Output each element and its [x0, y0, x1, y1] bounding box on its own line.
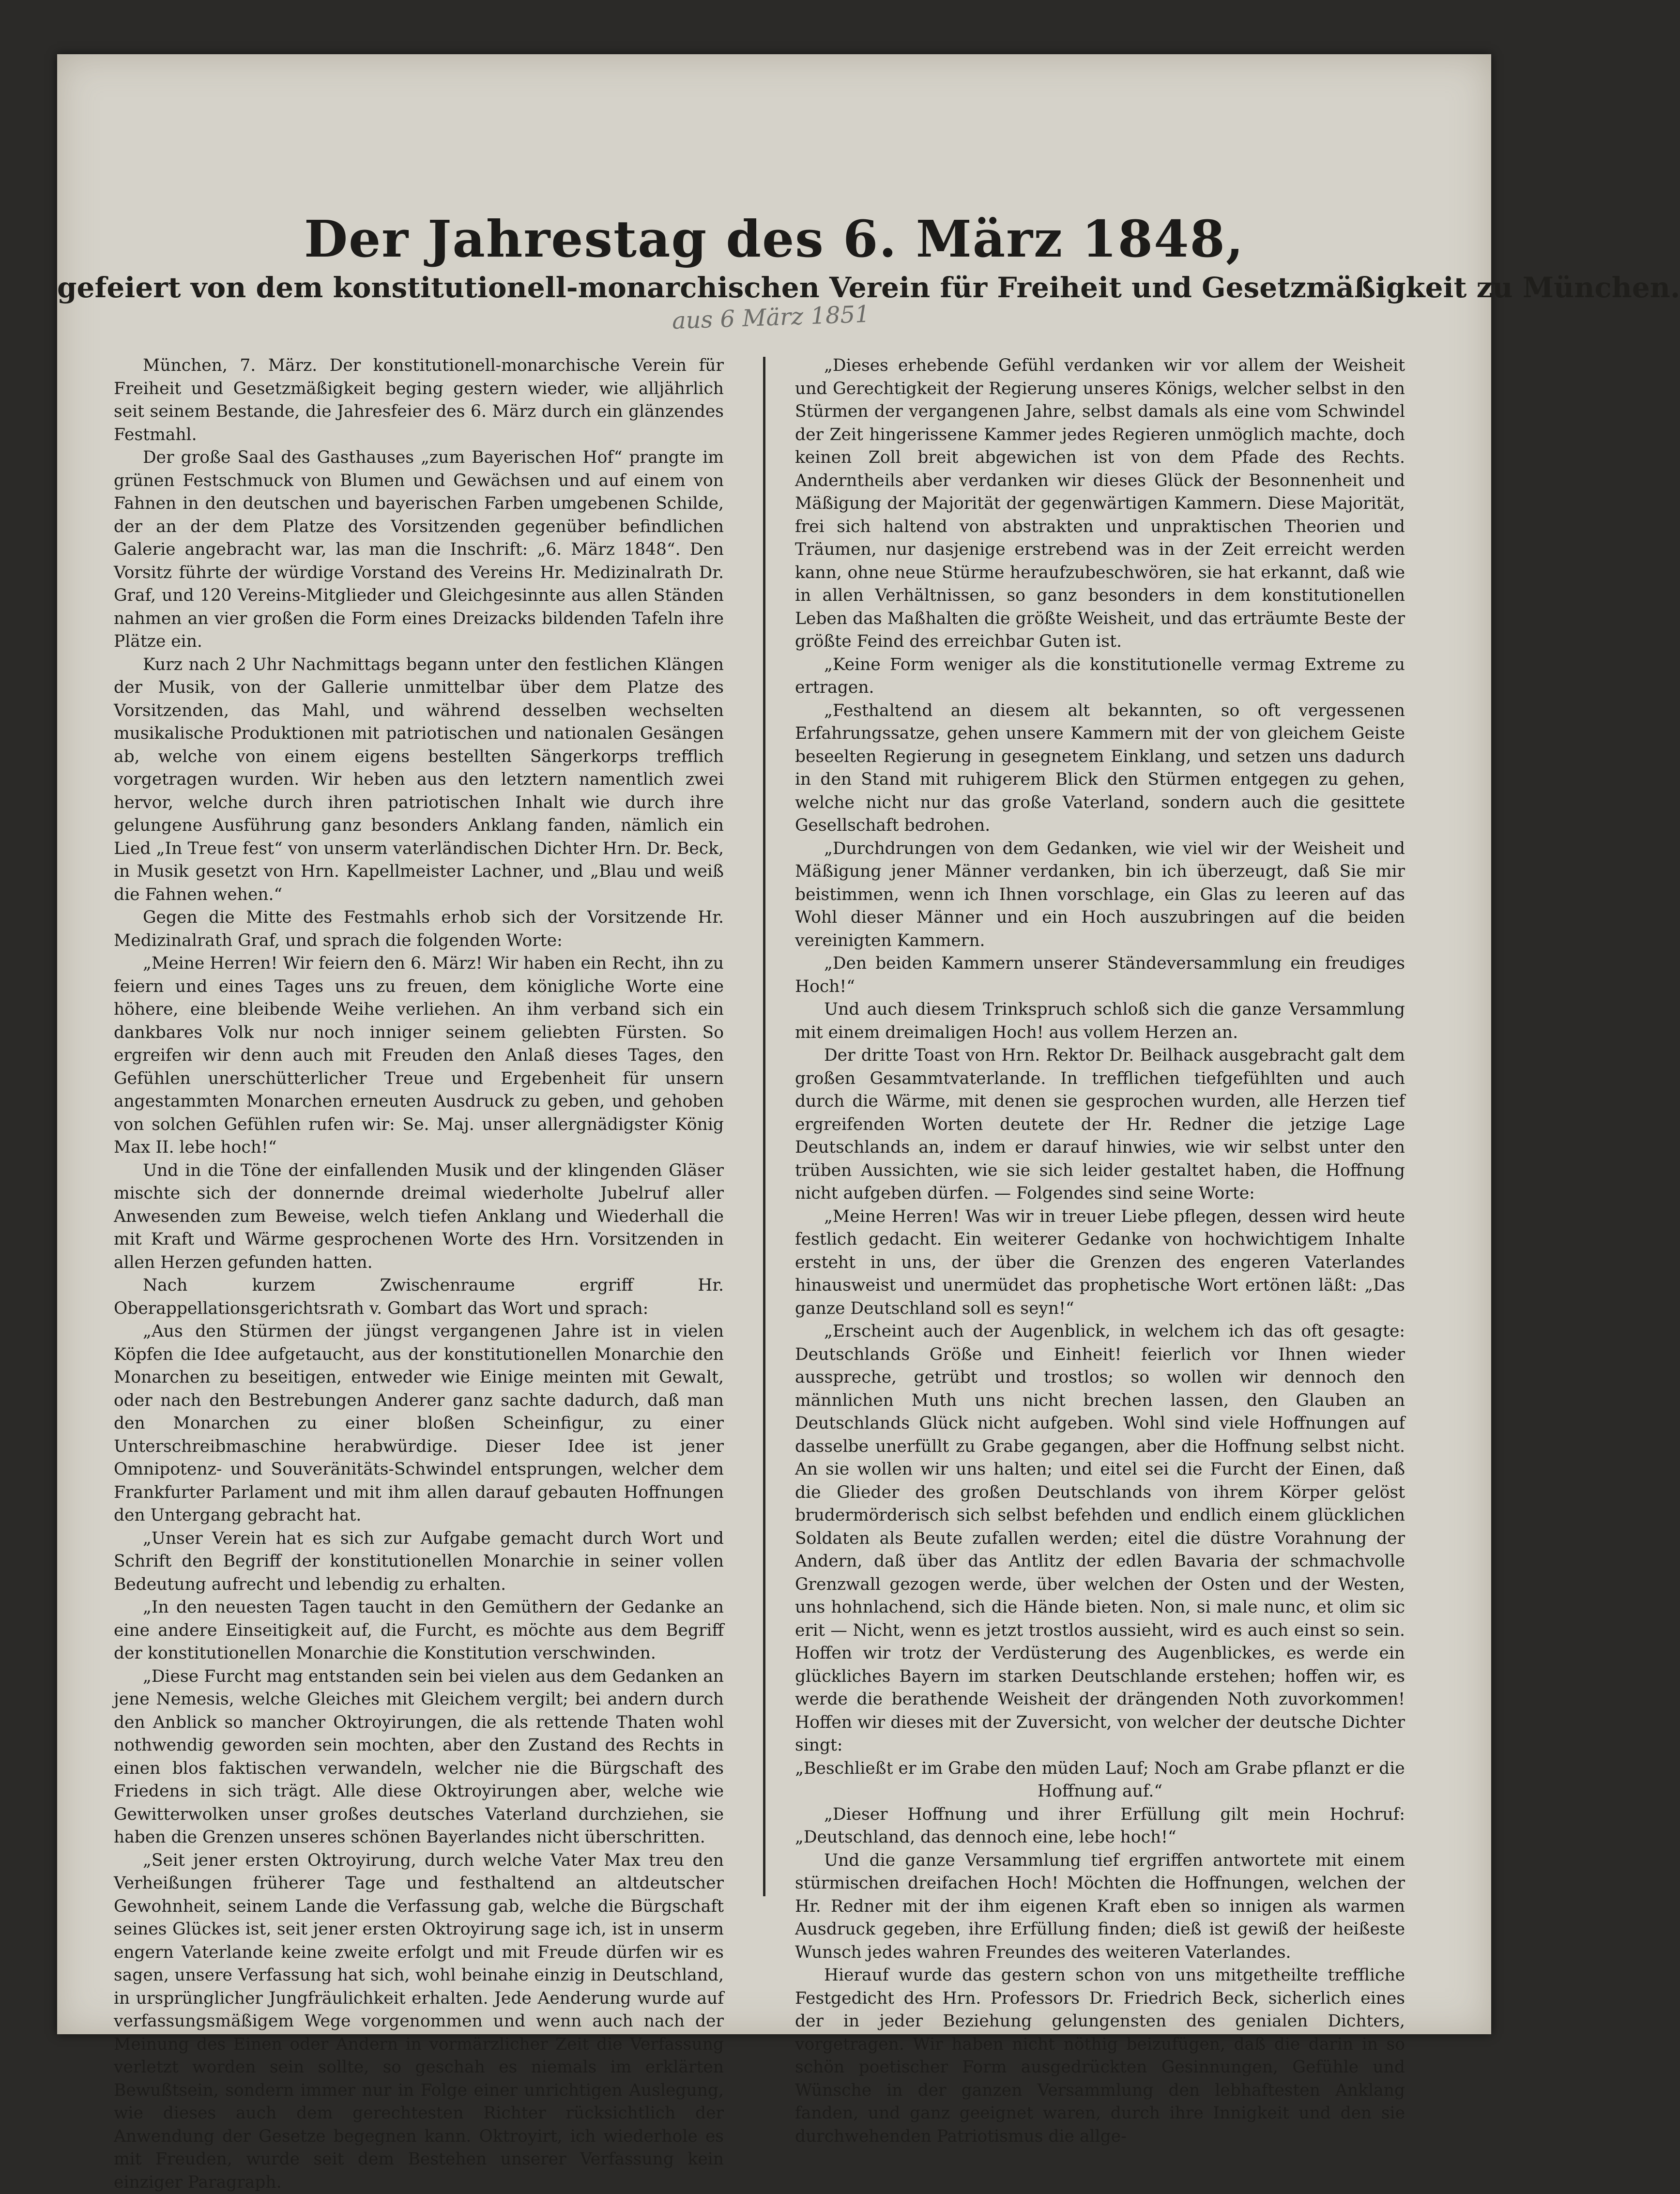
- paragraph: „Dieser Hoffnung und ihrer Erfüllung gilt mein Hochruf: „Deutschland, das dennoch eine, lebe hoch!“: [795, 1803, 1405, 1849]
- paragraph: „Dieses erhebende Gefühl verdanken wir vor allem der Weisheit und Gerechtigkeit der Regierung unseres Königs, welcher selbst in den Stürmen der vergangenen Jahre, selbst damals als eine vom Schwindel der Zeit hingerissene Kammer jedes Regieren unmöglich machte, doch keinen Zoll breit abgewichen ist von dem Pfade des Rechts. Anderntheils aber verdanken wir dieses Glück der Besonnenheit und Mäßigung der Majorität der gegenwärtigen Kammern. Diese Majorität, frei sich haltend von abstrakten und unpraktischen Theorien und Träumen, nur dasjenige erstrebend was in der Zeit erreicht werden kann, ohne neue Stürme heraufzubeschwören, sie hat erkannt, daß wie in allen Verhältnissen, so ganz besonders in dem konstitutionellen Leben das Maßhalten die größte Weisheit, und das erträumte Beste der größte Feind des erreichbar Guten ist.: [795, 354, 1405, 654]
- paragraph: Hierauf wurde das gestern schon von uns mitgetheilte treffliche Festgedicht des Hrn. Professors Dr. Friedrich Beck, sicherlich eines der in jeder Beziehung gelungensten des genialen Dichters, vorgetragen. Wir haben nicht nöthig beizufügen, daß die darin in so schön poetischer Form ausgedrückten Gesinnungen, Gefühle und Wünsche in der ganzen Versammlung den lebhaftesten Anklang fanden, und ganz geeignet waren, durch ihre Innigkeit und den sie durchwehenden Patriotismus die allge-: [795, 1964, 1405, 2148]
- paragraph: „Meine Herren! Was wir in treuer Liebe pflegen, dessen wird heute festlich gedacht. Ein weiterer Gedanke von hochwichtigem Inhalte ersteht in uns, der über die Grenzen des engeren Vaterlandes hinausweist und unermüdet das prophetische Wort ertönen läßt: „Das ganze Deutschland soll es seyn!“: [795, 1205, 1405, 1321]
- paragraph: „Seit jener ersten Oktroyirung, durch welche Vater Max treu den Verheißungen früherer Tage und festhaltend an altdeutscher Gewohnheit, seinem Lande die Verfassung gab, welche die Bürgschaft seines Glückes ist, seit jener ersten Oktroyirung sage ich, ist in unserm engern Vaterlande keine zweite erfolgt und mit Freude dürfen wir es sagen, unsere Verfassung hat sich, wohl beinahe einzig in Deutschland, in ursprünglicher Jungfräulichkeit erhalten. Jede Aenderung wurde auf verfassungsmäßigem Wege vorgenommen und wenn auch nach der Meinung des Einen oder Andern in vormärzlicher Zeit die Verfassung verletzt worden sein sollte, so geschah es niemals im erklärten Bewußtsein, sondern immer nur in Folge einer unrichtigen Auslegung, wie dieses auch dem gerechtesten Richter rücksichtlich der Anwendung der Gesetze begegnen kann. Oktroyirt, ich wiederhole es mit Freuden, wurde seit dem Bestehen unserer Verfassung kein einziger Paragraph.: [114, 1849, 724, 2194]
- paragraph: „Diese Furcht mag entstanden sein bei vielen aus dem Gedanken an jene Nemesis, welche Gleiches mit Gleichem vergilt; bei andern durch den Anblick so mancher Oktroyirungen, die als rettende Thaten wohl nothwendig geworden sein mochten, aber den Zustand des Rechts in einen blos faktischen verwandeln, welcher nie die Bürgschaft des Friedens in sich trägt. Alle diese Oktroyirungen aber, welche wie Gewitterwolken unser großes deutsches Vaterland durchziehen, sie haben die Grenzen unseres schönen Bayerlandes nicht überschritten.: [114, 1665, 724, 1849]
- article-subtitle: gefeiert von dem konstitutionell-monarchischen Verein für Freiheit und Gesetzmäßigkeit zu München.: [57, 271, 1491, 304]
- paragraph: Gegen die Mitte des Festmahls erhob sich der Vorsitzende Hr. Medizinalrath Graf, und sprach die folgenden Worte:: [114, 906, 724, 952]
- paragraph: „Meine Herren! Wir feiern den 6. März! Wir haben ein Recht, ihn zu feiern und eines Tages uns zu freuen, dem königliche Worte eine höhere, eine bleibende Weihe verliehen. An ihm verband sich ein dankbares Volk nur noch inniger seinem geliebten Fürsten. So ergreifen wir denn auch mit Freuden den Anlaß dieses Tages, den Gefühlen unerschütterlicher Treue und Ergebenheit für unsern angestammten Monarchen erneuten Ausdruck zu geben, und gehoben von solchen Gefühlen rufen wir: Se. Maj. unser allergnädigster König Max II. lebe hoch!“: [114, 952, 724, 1159]
- right-column: [795, 354, 1405, 1937]
- paragraph: Und auch diesem Trinkspruch schloß sich die ganze Versammlung mit einem dreimaligen Hoch! aus vollem Herzen an.: [795, 998, 1405, 1044]
- paragraph: Der große Saal des Gasthauses „zum Bayerischen Hof“ prangte im grünen Festschmuck von Blumen und Gewächsen und auf einem von Fahnen in den deutschen und bayerischen Farben umgebenen Schilde, der an der dem Platze des Vorsitzenden gegenüber befindlichen Galerie angebracht war, las man die Inschrift: „6. März 1848“. Den Vorsitz führte der würdige Vorstand des Vereins Hr. Medizinalrath Dr. Graf, und 120 Vereins-Mitglieder und Gleichgesinnte aus allen Ständen nahmen an vier großen die Form eines Dreizacks bildenden Tafeln ihre Plätze ein.: [114, 446, 724, 654]
- paragraph: Kurz nach 2 Uhr Nachmittags begann unter den festlichen Klängen der Musik, von der Gallerie unmittelbar über dem Platze des Vorsitzenden, das Mahl, und während desselben wechselten musikalische Produktionen mit patriotischen und nationalen Gesängen ab, welche von einem eigens bestellten Sängerkorps trefflich vorgetragen wurden. Wir heben aus den letztern namentlich zwei hervor, welche durch ihren patriotischen Inhalt wie durch ihre gelungene Ausführung ganz besonders Anklang fanden, nämlich ein Lied „In Treue fest“ von unserm vaterländischen Dichter Hrn. Dr. Beck, in Musik gesetzt von Hrn. Kapellmeister Lachner, und „Blau und weiß die Fahnen wehen.“: [114, 654, 724, 907]
- newspaper-page: [57, 54, 1491, 2034]
- paragraph: „Durchdrungen von dem Gedanken, wie viel wir der Weisheit und Mäßigung jener Männer verdanken, bin ich überzeugt, daß Sie mir beistimmen, wenn ich Ihnen vorschlage, ein Glas zu leeren auf das Wohl dieser Männer und ein Hoch auszubringen auf die beiden vereinigten Kammern.: [795, 838, 1405, 953]
- handwritten-date-note: aus 6 März 1851: [672, 301, 870, 335]
- paragraph: München, 7. März. Der konstitutionell-monarchische Verein für Freiheit und Gesetzmäßigkeit beging gestern wieder, wie alljährlich seit seinem Bestande, die Jahresfeier des 6. März durch ein glänzendes Festmahl.: [114, 354, 724, 446]
- column-divider: [763, 357, 765, 1896]
- paragraph: „Unser Verein hat es sich zur Aufgabe gemacht durch Wort und Schrift den Begriff der konstitutionellen Monarchie in seiner vollen Bedeutung aufrecht und lebendig zu erhalten.: [114, 1527, 724, 1597]
- paragraph: Nach kurzem Zwischenraume ergriff Hr. Oberappellationsgerichtsrath v. Gombart das Wort und sprach:: [114, 1274, 724, 1320]
- paragraph: „Keine Form weniger als die konstitutionelle vermag Extreme zu ertragen.: [795, 654, 1405, 700]
- verse: „Beschließt er im Grabe den müden Lauf; Noch am Grabe pflanzt er die Hoffnung auf.“: [795, 1757, 1405, 1803]
- paragraph: „In den neuesten Tagen taucht in den Gemüthern der Gedanke an eine andere Einseitigkeit auf, die Furcht, es möchte aus dem Begriff der konstitutionellen Monarchie die Konstitution verschwinden.: [114, 1596, 724, 1665]
- paragraph: Der dritte Toast von Hrn. Rektor Dr. Beilhack ausgebracht galt dem großen Gesammtvaterlande. In trefflichen tiefgefühlten und auch durch die Wärme, mit denen sie gesprochen wurden, alle Herzen tief ergreifenden Worten deutete der Hr. Redner die jetzige Lage Deutschlands an, indem er darauf hinwies, wie wir selbst unter den trüben Aussichten, wie sie sich leider gestaltet haben, die Hoffnung nicht aufgeben dürfen. — Folgendes sind seine Worte:: [795, 1044, 1405, 1205]
- paragraph: „Aus den Stürmen der jüngst vergangenen Jahre ist in vielen Köpfen die Idee aufgetaucht, aus der konstitutionellen Monarchie den Monarchen zu beseitigen, entweder wie Einige meinten mit Gewalt, oder nach den Bestrebungen Anderer ganz sachte dadurch, daß man den Monarchen zu einer bloßen Scheinfigur, zu einer Unterschreibmaschine herabwürdige. Dieser Idee ist jener Omnipotenz- und Souveränitäts-Schwindel entsprungen, welcher dem Frankfurter Parlament und mit ihm allen darauf gebauten Hoffnungen den Untergang gebracht hat.: [114, 1320, 724, 1527]
- article-title: Der Jahrestag des 6. März 1848,: [57, 209, 1491, 269]
- paragraph: Und die ganze Versammlung tief ergriffen antwortete mit einem stürmischen dreifachen Hoch! Möchten die Hoffnungen, welchen der Hr. Redner mit der ihm eigenen Kraft eben so innigen als warmen Ausdruck gegeben, ihre Erfüllung finden; dieß ist gewiß der heißeste Wunsch jedes wahren Freundes des weiteren Vaterlandes.: [795, 1849, 1405, 1965]
- left-column: [114, 354, 724, 1937]
- paragraph: „Den beiden Kammern unserer Ständeversammlung ein freudiges Hoch!“: [795, 952, 1405, 998]
- paragraph: „Erscheint auch der Augenblick, in welchem ich das oft gesagte: Deutschlands Größe und Einheit! feierlich vor Ihnen wieder ausspreche, getrübt und trostlos; so wollen wir dennoch den männlichen Muth uns nicht brechen lassen, den Glauben an Deutschlands Glück nicht aufgeben. Wohl sind viele Hoffnungen auf dasselbe unerfüllt zu Grabe gegangen, aber die Hoffnung selbst nicht. An sie wollen wir uns halten; und eitel sei die Furcht der Einen, daß die Glieder des großen Deutschlands von ihrem Körper gelöst brudermörderisch sich selbst befehden und endlich einem glücklichen Soldaten als Beute zufallen werden; eitel die düstre Vorahnung der Andern, daß über das Antlitz der edlen Bavaria der schmachvolle Grenzwall gezogen werde, über welchen der Osten und der Westen, uns hohnlachend, sich die Hände bieten. Non, si male nunc, et olim sic erit — Nicht, wenn es jetzt trostlos aussieht, wird es auch einst so sein. Hoffen wir trotz der Verdüsterung des Augenblickes, es werde ein glückliches Bayern im starken Deutschlande erstehen; hoffen wir, es werde die berathende Weisheit der drängenden Noth zuvorkommen! Hoffen wir dieses mit der Zuversicht, von welcher der deutsche Dichter singt:: [795, 1320, 1405, 1757]
- paragraph: „Festhaltend an diesem alt bekannten, so oft vergessenen Erfahrungssatze, gehen unsere Kammern mit der von gleichem Geiste beseelten Regierung in gesegnetem Einklang, und setzen uns dadurch in den Stand mit ruhigerem Blick den Stürmen entgegen zu gehen, welche nicht nur das große Vaterland, sondern auch die gesittete Gesellschaft bedrohen.: [795, 700, 1405, 838]
- paragraph: Und in die Töne der einfallenden Musik und der klingenden Gläser mischte sich der donnernde dreimal wiederholte Jubelruf aller Anwesenden zum Beweise, welch tiefen Anklang und Wiederhall die mit Kraft und Wärme gesprochenen Worte des Hrn. Vorsitzenden in allen Herzen gefunden hatten.: [114, 1159, 724, 1275]
